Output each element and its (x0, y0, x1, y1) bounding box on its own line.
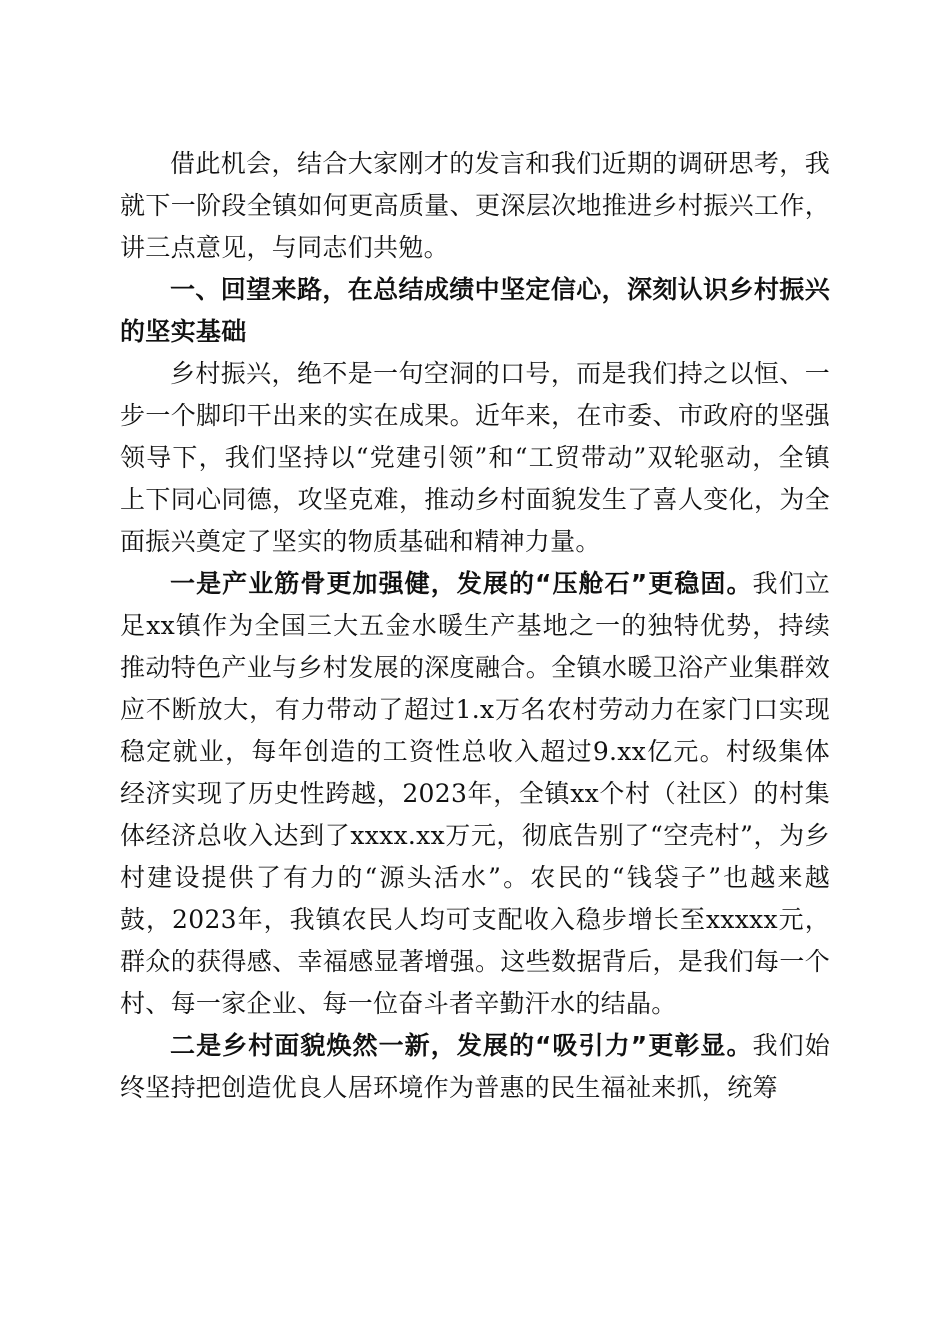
intro-paragraph: 借此机会，结合大家刚才的发言和我们近期的调研思考，我就下一阶段全镇如何更高质量、更深层次地推进乡村振兴工作，讲三点意见，与同志们共勉。 (120, 149, 830, 262)
point-2-lead: 二是乡村面貌焕然一新，发展的“吸引力”更彰显。 (170, 1031, 753, 1060)
review-paragraph: 乡村振兴，绝不是一句空洞的口号，而是我们持之以恒、一步一个脚印干出来的实在成果。近年来，在市委、市政府的坚强领导下，我们坚持以“党建引领”和“工贸带动”双轮驱动，全镇上下同心同德，攻坚克难，推动乡村面貌发生了喜人变化，为全面振兴奠定了坚实的物质基础和精神力量。 (120, 359, 830, 556)
point-1-lead: 一是产业筋骨更加强健，发展的“压舱石”更稳固。 (170, 569, 753, 598)
point-2-paragraph (120, 1025, 830, 1109)
point-1-paragraph (120, 563, 830, 1025)
section-heading-1: 一、回望来路，在总结成绩中坚定信心，深刻认识乡村振兴的坚实基础 (120, 275, 830, 346)
point-2-body: 我们始终坚持把创造优良人居环境作为普惠的民生福祉来抓，统筹 (120, 1031, 830, 1102)
document-body (120, 143, 830, 1109)
point-1-body: 我们立足xx镇作为全国三大五金水暖生产基地之一的独特优势，持续推动特色产业与乡村发展的深度融合。全镇水暖卫浴产业集群效应不断放大，有力带动了超过1.x万名农村劳动力在家门口实现稳定就业，每年创造的工资性总收入超过9.xx亿元。村级集体经济实现了历史性跨越，2023年，全镇xx个村（社区）的村集体经济总收入达到了xxxx.xx万元，彻底告别了“空壳村”，为乡村建设提供了有力的“源头活水”。农民的“钱袋子”也越来越鼓，2023年，我镇农民人均可支配收入稳步增长至xxxxx元，群众的获得感、幸福感显著增强。这些数据背后，是我们每一个村、每一家企业、每一位奋斗者辛勤汗水的结晶。 (120, 569, 830, 1018)
